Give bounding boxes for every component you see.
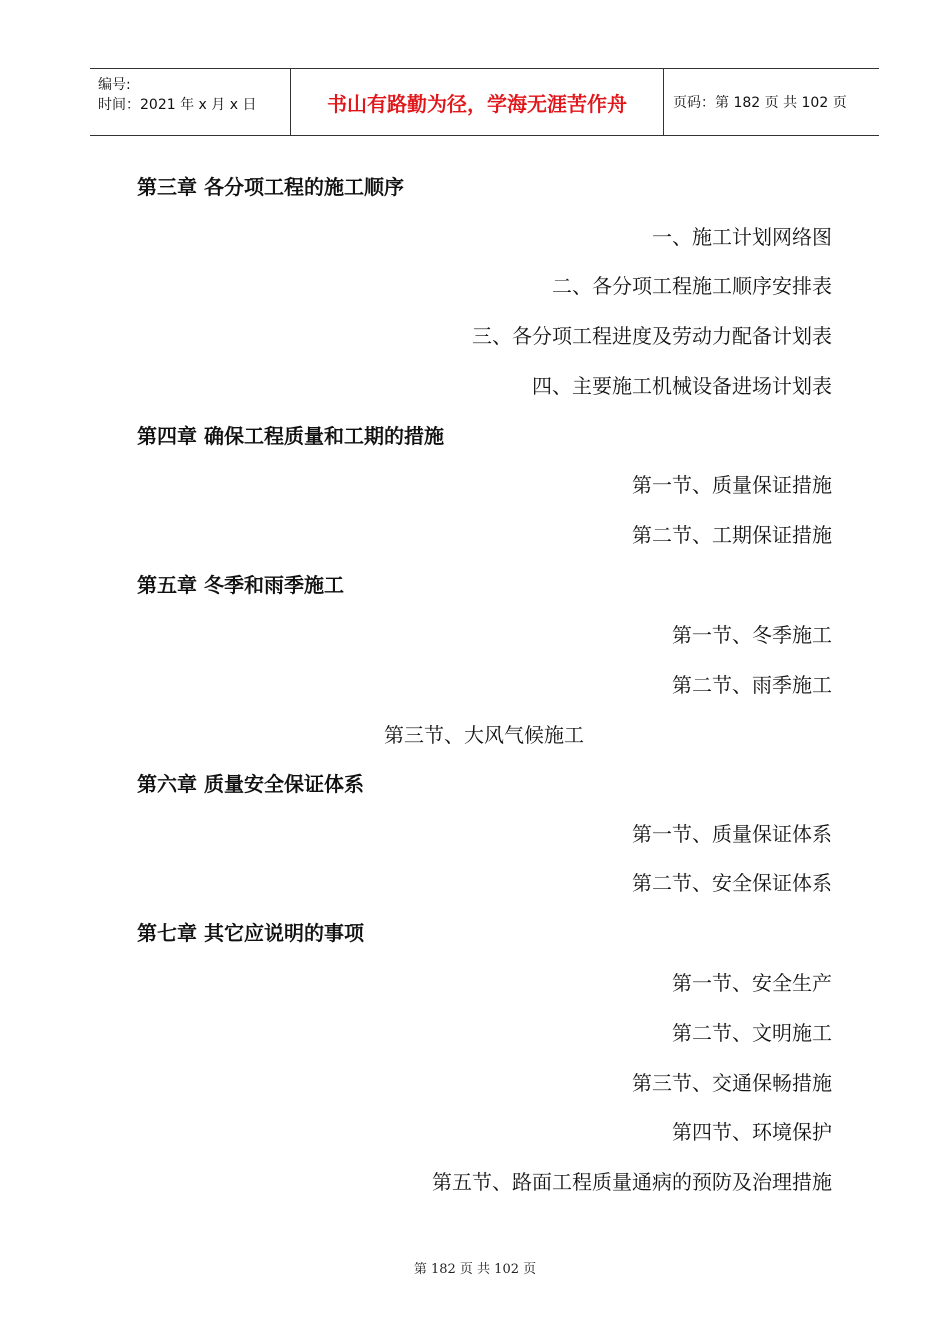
toc-item: 第一节、质量保证体系 xyxy=(632,822,832,846)
chapter-6-heading: 第六章 质量安全保证体系 xyxy=(137,772,364,796)
toc-item: 一、施工计划网络图 xyxy=(652,225,832,249)
toc-item: 第三节、大风气候施工 xyxy=(384,723,584,747)
chapter-3-heading: 第三章 各分项工程的施工顺序 xyxy=(137,175,404,199)
toc-item: 第二节、文明施工 xyxy=(672,1021,832,1045)
toc-item: 三、各分项工程进度及劳动力配备计划表 xyxy=(472,324,832,348)
serial-label: 编号: xyxy=(98,77,131,93)
toc-item: 第一节、质量保证措施 xyxy=(632,473,832,497)
toc-item: 第二节、工期保证措施 xyxy=(632,523,832,547)
toc-item: 第一节、冬季施工 xyxy=(672,623,832,647)
toc-item: 第二节、雨季施工 xyxy=(672,673,832,697)
toc-item: 第一节、安全生产 xyxy=(672,971,832,995)
toc-item: 二、各分项工程施工顺序安排表 xyxy=(552,274,832,298)
toc-item: 第四节、环境保护 xyxy=(672,1120,832,1144)
chapter-4-heading: 第四章 确保工程质量和工期的措施 xyxy=(137,424,444,448)
toc-item: 第二节、安全保证体系 xyxy=(632,871,832,895)
page-footer: 第 182 页 共 102 页 xyxy=(413,1262,537,1277)
toc-item: 第三节、交通保畅措施 xyxy=(632,1071,832,1095)
chapter-7-heading: 第七章 其它应说明的事项 xyxy=(137,921,364,945)
header-page-info: 页码：第 182 页 共 102 页 xyxy=(673,95,847,111)
toc-item: 第五节、路面工程质量通病的预防及治理措施 xyxy=(432,1170,832,1194)
toc-item: 四、主要施工机械设备进场计划表 xyxy=(532,374,832,398)
header-motto: 书山有路勤为径，学海无涯苦作舟 xyxy=(291,69,664,135)
time-label: 时间：2021 年 x 月 x 日 xyxy=(98,97,257,113)
chapter-5-heading: 第五章 冬季和雨季施工 xyxy=(137,573,344,597)
